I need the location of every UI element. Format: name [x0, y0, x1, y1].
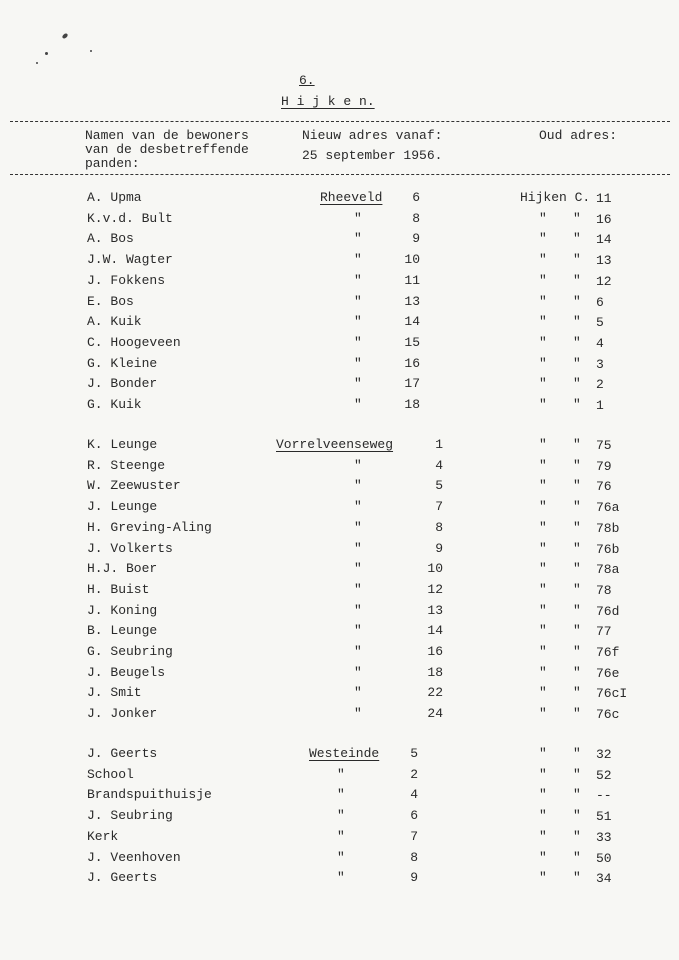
- new-house-number: 10: [404, 252, 420, 268]
- ditto-mark: ": [573, 561, 581, 577]
- old-house-number: 52: [596, 767, 612, 783]
- ink-speck: [61, 33, 68, 40]
- new-house-number: 8: [435, 519, 443, 535]
- new-house-number: 7: [410, 828, 418, 844]
- old-house-number: 76e: [596, 665, 620, 681]
- resident-name: C. Hoogeveen: [87, 334, 181, 350]
- old-house-number: 78: [596, 582, 612, 598]
- street-name: Vorrelveenseweg: [276, 437, 394, 452]
- ditto-mark: ": [337, 849, 345, 865]
- ditto-mark: ": [354, 499, 362, 515]
- ditto-mark: ": [354, 478, 362, 494]
- resident-name: J. Volkerts: [87, 540, 173, 556]
- header-names-3: panden:: [85, 156, 140, 171]
- ditto-mark: ": [539, 746, 547, 761]
- ditto-mark: ": [354, 581, 362, 597]
- ink-speck: [90, 50, 92, 52]
- new-house-number: 12: [427, 581, 443, 597]
- new-house-number: 16: [404, 355, 420, 371]
- ditto-mark: ": [573, 581, 581, 597]
- old-house-number: 76f: [596, 645, 620, 660]
- old-house-number: 33: [596, 829, 612, 845]
- resident-name: J.W. Wagter: [87, 252, 173, 268]
- ditto-mark: ": [573, 252, 581, 268]
- page-title: H i j k e n.: [281, 94, 375, 109]
- resident-name: Kerk: [87, 828, 119, 844]
- ditto-mark: ": [539, 849, 547, 865]
- old-house-number: 78b: [596, 520, 620, 536]
- ditto-mark: ": [539, 272, 547, 288]
- resident-name: J. Leunge: [87, 499, 158, 515]
- ditto-mark: ": [354, 644, 362, 659]
- ditto-mark: ": [539, 252, 547, 268]
- page-number: 6.: [299, 73, 315, 88]
- new-house-number: 13: [404, 293, 420, 309]
- resident-name: H. Greving-Aling: [87, 519, 212, 535]
- ditto-mark: ": [573, 828, 581, 844]
- new-house-number: 16: [427, 644, 443, 659]
- new-house-number: 9: [410, 870, 418, 886]
- ditto-mark: ": [337, 808, 345, 824]
- old-house-number: 50: [596, 850, 612, 866]
- header-old: Oud adres:: [539, 128, 618, 143]
- new-house-number: 11: [404, 272, 420, 288]
- old-house-number: 11: [596, 191, 612, 206]
- resident-name: E. Bos: [87, 293, 134, 309]
- ditto-mark: ": [354, 231, 362, 247]
- new-house-number: 24: [427, 706, 443, 722]
- ditto-mark: ": [354, 376, 362, 392]
- resident-name: J. Geerts: [87, 870, 158, 886]
- ditto-mark: ": [539, 685, 547, 701]
- ditto-mark: ": [573, 314, 581, 330]
- ditto-mark: ": [354, 252, 362, 268]
- ditto-mark: ": [573, 746, 581, 761]
- ditto-mark: ": [573, 766, 581, 782]
- ditto-mark: ": [539, 457, 547, 473]
- ditto-mark: ": [354, 355, 362, 371]
- ditto-mark: ": [573, 787, 581, 803]
- ditto-mark: ": [354, 457, 362, 473]
- ditto-mark: ": [539, 376, 547, 392]
- new-house-number: 2: [410, 766, 418, 782]
- header-new-2: 25 september 1956.: [302, 148, 443, 163]
- old-house-number: 77: [596, 624, 612, 640]
- ditto-mark: ": [354, 314, 362, 330]
- new-house-number: 9: [435, 540, 443, 556]
- street-name: Rheeveld: [320, 190, 383, 205]
- ditto-mark: ": [573, 808, 581, 824]
- ditto-mark: ": [573, 499, 581, 515]
- old-house-number: 14: [596, 232, 612, 248]
- resident-name: K.v.d. Bult: [87, 210, 173, 226]
- resident-name: J. Koning: [87, 602, 158, 618]
- old-house-number: 75: [596, 438, 612, 453]
- ditto-mark: ": [539, 644, 547, 659]
- old-house-number: 6: [596, 294, 604, 310]
- ditto-mark: ": [354, 293, 362, 309]
- old-house-number: 1: [596, 398, 604, 413]
- old-house-number: 32: [596, 747, 612, 762]
- resident-name: R. Steenge: [87, 457, 166, 473]
- new-house-number: 22: [427, 685, 443, 701]
- new-house-number: 18: [427, 664, 443, 680]
- new-house-number: 5: [435, 478, 443, 494]
- resident-name: J. Geerts: [87, 746, 158, 761]
- ditto-mark: ": [539, 870, 547, 886]
- ditto-mark: ": [573, 334, 581, 350]
- ditto-mark: ": [573, 602, 581, 618]
- new-house-number: 18: [404, 397, 420, 412]
- ditto-mark: ": [573, 293, 581, 309]
- resident-name: J. Seubring: [87, 808, 173, 824]
- street-name: Westeinde: [309, 746, 380, 761]
- divider-bottom: [10, 174, 670, 175]
- ditto-mark: ": [573, 397, 581, 412]
- ditto-mark: ": [354, 664, 362, 680]
- ditto-mark: ": [354, 210, 362, 226]
- ditto-mark: ": [573, 623, 581, 639]
- ditto-mark: ": [354, 540, 362, 556]
- ditto-mark: ": [539, 808, 547, 824]
- header-names-1: Namen van de bewoners: [85, 128, 249, 143]
- ditto-mark: ": [573, 272, 581, 288]
- ditto-mark: ": [573, 685, 581, 701]
- ditto-mark: ": [539, 623, 547, 639]
- divider-top: [10, 121, 670, 122]
- ditto-mark: ": [354, 397, 362, 412]
- resident-name: G. Seubring: [87, 644, 173, 659]
- old-house-number: 12: [596, 273, 612, 289]
- ditto-mark: ": [573, 210, 581, 226]
- new-house-number: 1: [435, 437, 443, 452]
- ditto-mark: ": [539, 334, 547, 350]
- resident-name: A. Kuik: [87, 314, 142, 330]
- resident-name: G. Kuik: [87, 397, 142, 412]
- old-house-number: 78a: [596, 562, 620, 578]
- old-house-number: 76c: [596, 707, 620, 723]
- resident-name: J. Bonder: [87, 376, 158, 392]
- new-house-number: 14: [404, 314, 420, 330]
- resident-name: W. Zeewuster: [87, 478, 181, 494]
- ditto-mark: ": [354, 519, 362, 535]
- ditto-mark: ": [337, 870, 345, 886]
- new-house-number: 4: [410, 787, 418, 803]
- resident-name: G. Kleine: [87, 355, 158, 371]
- new-house-number: 6: [412, 190, 420, 205]
- ditto-mark: ": [573, 231, 581, 247]
- ditto-mark: ": [573, 644, 581, 659]
- new-house-number: 17: [404, 376, 420, 392]
- resident-name: H.J. Boer: [87, 561, 158, 577]
- resident-name: Brandspuithuisje: [87, 787, 212, 803]
- ditto-mark: ": [539, 210, 547, 226]
- ditto-mark: ": [573, 376, 581, 392]
- resident-name: J. Smit: [87, 685, 142, 701]
- ditto-mark: ": [539, 397, 547, 412]
- ditto-mark: ": [573, 437, 581, 452]
- ditto-mark: ": [573, 355, 581, 371]
- new-house-number: 8: [412, 210, 420, 226]
- resident-name: J. Beugels: [87, 664, 166, 680]
- new-house-number: 14: [427, 623, 443, 639]
- old-house-number: 51: [596, 809, 612, 825]
- ditto-mark: ": [539, 519, 547, 535]
- old-house-number: 3: [596, 356, 604, 372]
- ditto-mark: ": [354, 561, 362, 577]
- ink-speck: [45, 52, 48, 55]
- ditto-mark: ": [573, 870, 581, 886]
- old-house-number: 76b: [596, 541, 620, 557]
- ditto-mark: ": [573, 849, 581, 865]
- ditto-mark: ": [539, 314, 547, 330]
- ditto-mark: ": [573, 519, 581, 535]
- ditto-mark: ": [539, 787, 547, 803]
- resident-name: School: [87, 766, 134, 782]
- ditto-mark: ": [573, 457, 581, 473]
- ditto-mark: ": [539, 355, 547, 371]
- new-house-number: 8: [410, 849, 418, 865]
- new-house-number: 15: [404, 334, 420, 350]
- ditto-mark: ": [539, 231, 547, 247]
- resident-name: J. Veenhoven: [87, 849, 181, 865]
- resident-name: K. Leunge: [87, 437, 158, 452]
- new-house-number: 13: [427, 602, 443, 618]
- ditto-mark: ": [539, 293, 547, 309]
- old-house-number: 76cI: [596, 686, 628, 702]
- ditto-mark: ": [573, 706, 581, 722]
- ditto-mark: ": [354, 706, 362, 722]
- ditto-mark: ": [539, 561, 547, 577]
- resident-name: J. Jonker: [87, 706, 158, 722]
- old-house-number: 13: [596, 253, 612, 269]
- ditto-mark: ": [354, 623, 362, 639]
- ditto-mark: ": [573, 478, 581, 494]
- ditto-mark: ": [539, 540, 547, 556]
- ditto-mark: ": [539, 664, 547, 680]
- old-house-number: 16: [596, 211, 612, 227]
- ditto-mark: ": [539, 437, 547, 452]
- new-house-number: 9: [412, 231, 420, 247]
- new-house-number: 6: [410, 808, 418, 824]
- ditto-mark: ": [354, 272, 362, 288]
- new-house-number: 10: [427, 561, 443, 577]
- ditto-mark: ": [539, 602, 547, 618]
- ditto-mark: ": [539, 828, 547, 844]
- old-address-prefix: Hijken C.: [520, 190, 591, 205]
- resident-name: H. Buist: [87, 581, 150, 597]
- resident-name: A. Upma: [87, 190, 142, 205]
- ditto-mark: ": [354, 334, 362, 350]
- old-house-number: 76d: [596, 603, 620, 619]
- ditto-mark: ": [337, 787, 345, 803]
- resident-name: A. Bos: [87, 231, 134, 247]
- old-house-number: 5: [596, 315, 604, 331]
- old-house-number: 76: [596, 479, 612, 495]
- ditto-mark: ": [539, 478, 547, 494]
- new-house-number: 4: [435, 457, 443, 473]
- old-house-number: --: [596, 788, 612, 804]
- new-house-number: 5: [410, 746, 418, 761]
- resident-name: J. Fokkens: [87, 272, 166, 288]
- ditto-mark: ": [354, 685, 362, 701]
- ditto-mark: ": [354, 602, 362, 618]
- ditto-mark: ": [573, 540, 581, 556]
- header-new-1: Nieuw adres vanaf:: [302, 128, 443, 143]
- ditto-mark: ": [337, 766, 345, 782]
- old-house-number: 79: [596, 458, 612, 474]
- resident-name: B. Leunge: [87, 623, 158, 639]
- ditto-mark: ": [539, 581, 547, 597]
- ink-speck: [36, 62, 38, 64]
- ditto-mark: ": [539, 499, 547, 515]
- ditto-mark: ": [573, 664, 581, 680]
- ditto-mark: ": [539, 766, 547, 782]
- ditto-mark: ": [337, 828, 345, 844]
- old-house-number: 4: [596, 335, 604, 351]
- old-house-number: 2: [596, 377, 604, 393]
- new-house-number: 7: [435, 499, 443, 515]
- header-names-2: van de desbetreffende: [85, 142, 249, 157]
- old-house-number: 34: [596, 871, 612, 887]
- old-house-number: 76a: [596, 500, 620, 516]
- ditto-mark: ": [539, 706, 547, 722]
